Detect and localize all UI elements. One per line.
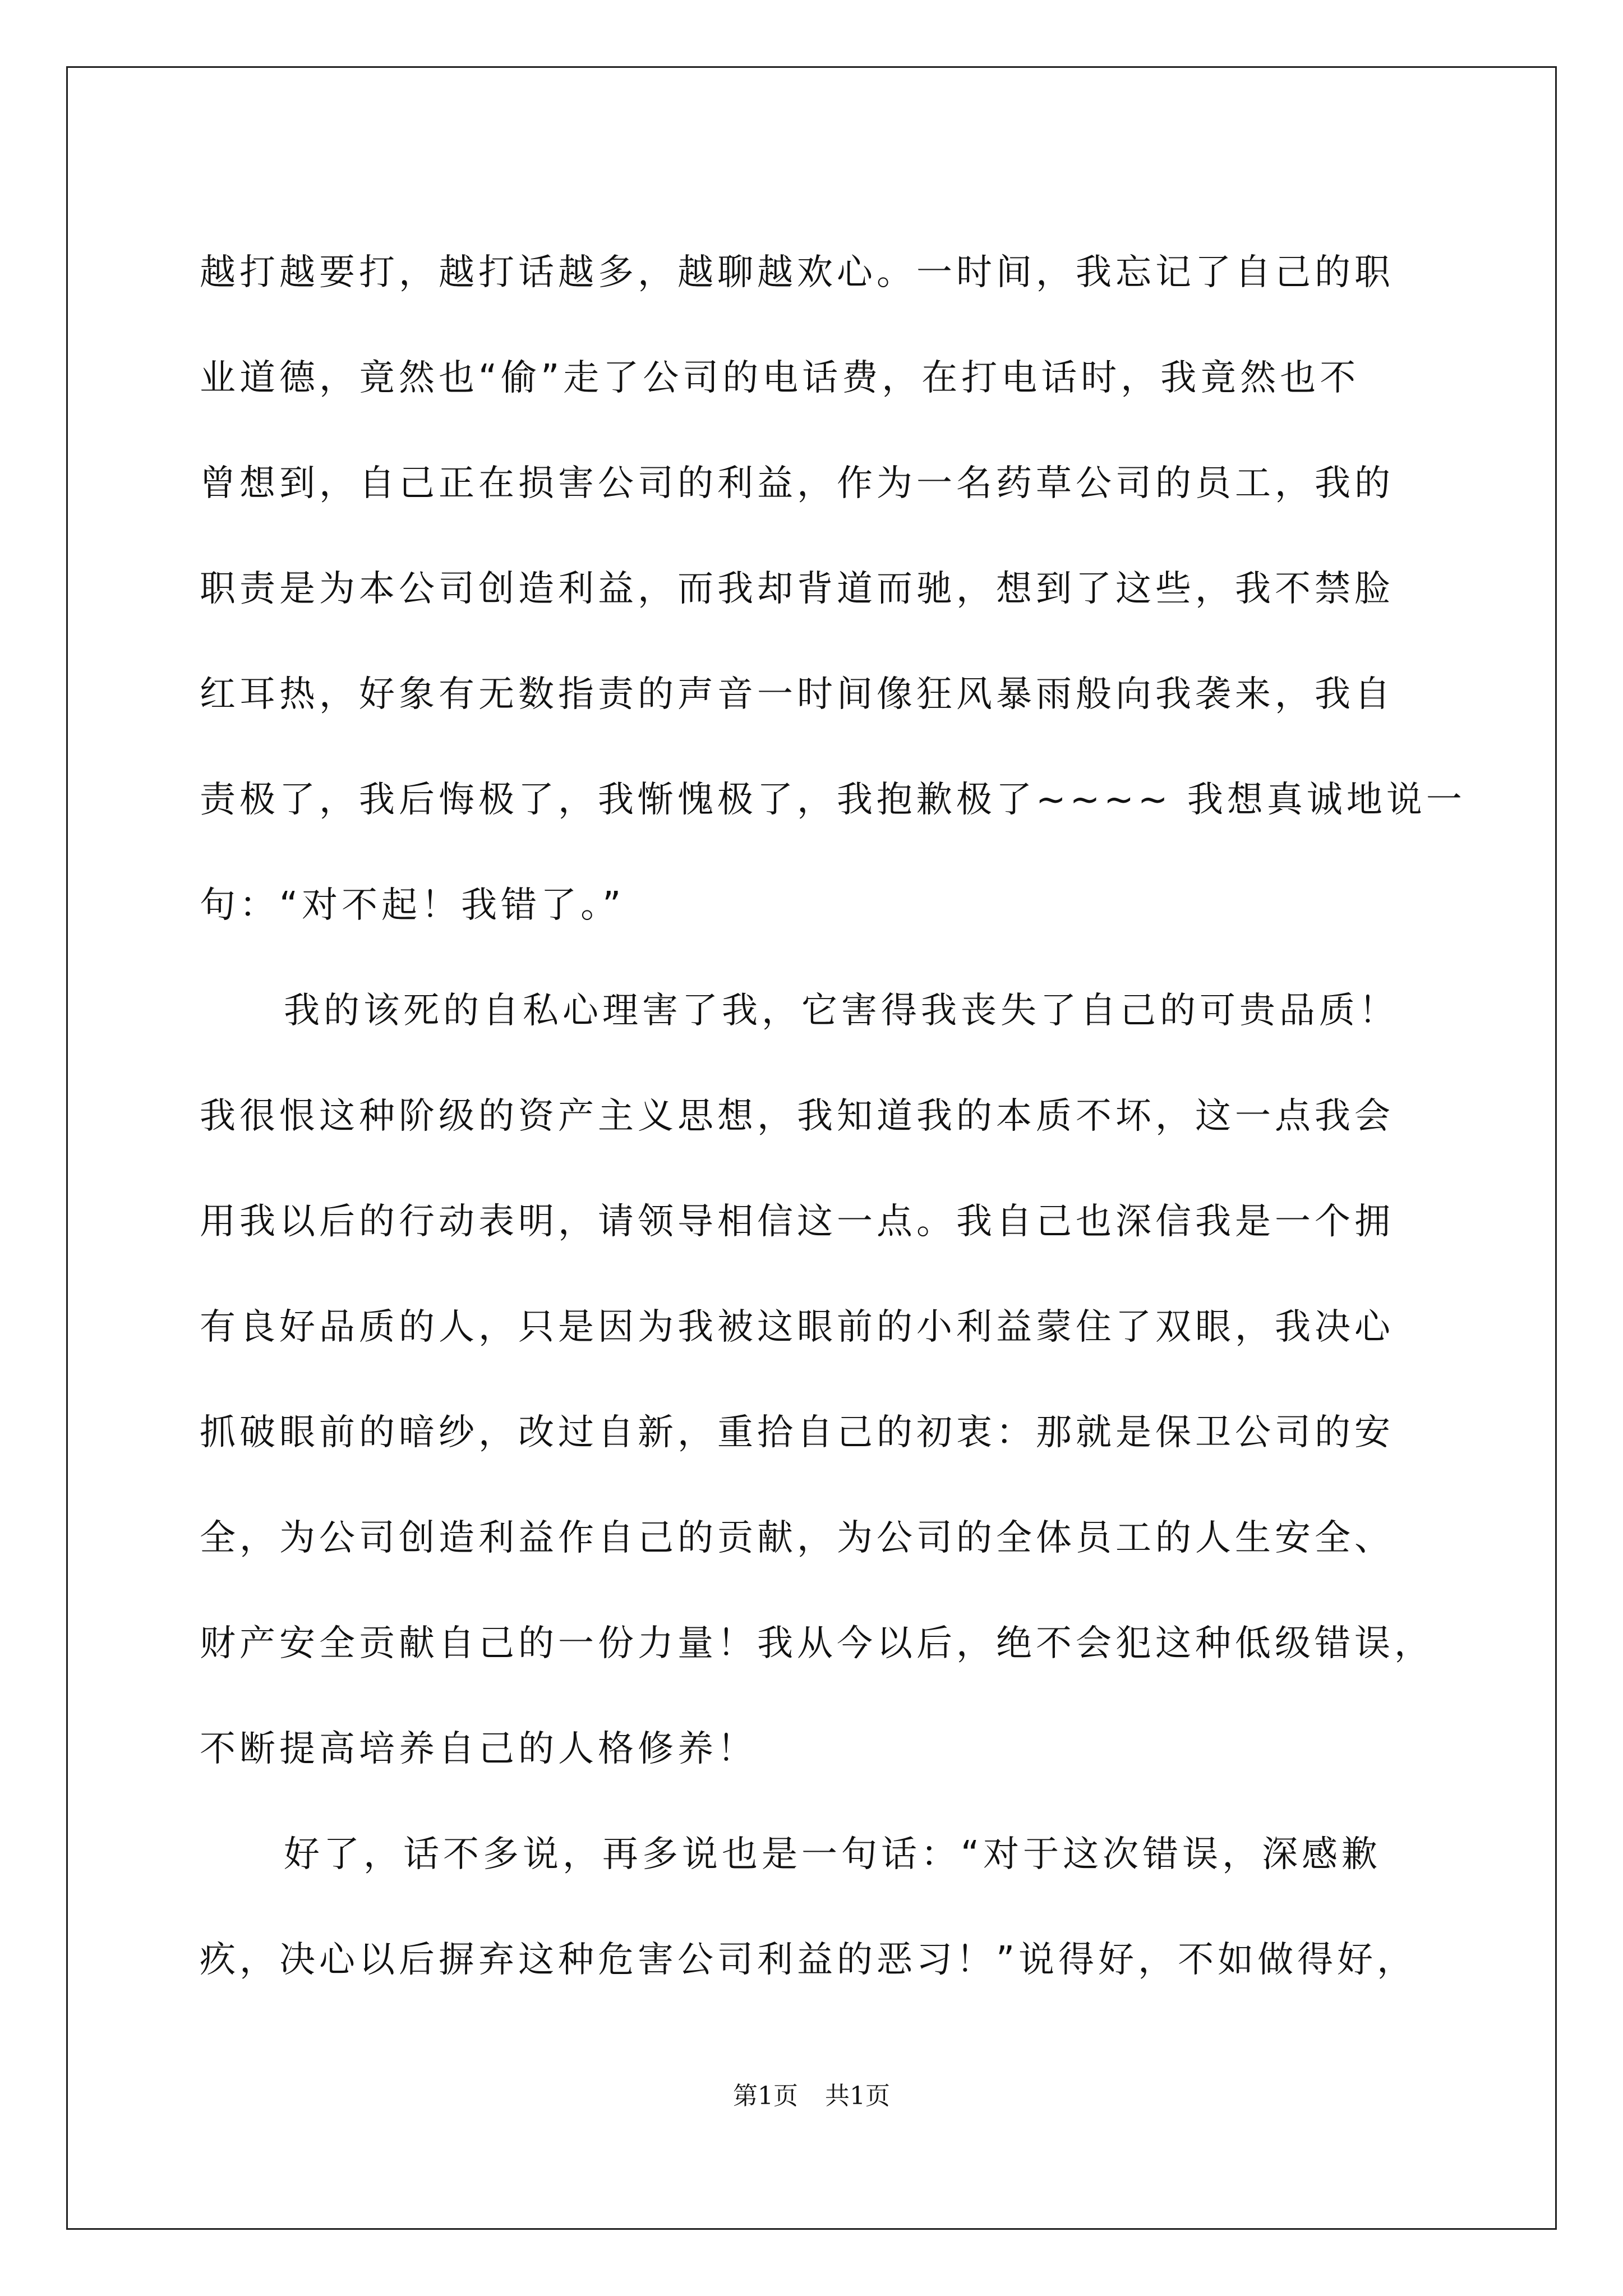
text-line-11: 有良好品质的人，只是因为我被这眼前的小利益蒙住了双眼，我决心 [200, 1306, 1394, 1348]
text-line-16: 好了，话不多说，再多说也是一句话：“对于这次错误，深感歉 [284, 1834, 1382, 1875]
text-line-6: 责极了，我后悔极了，我惭愧极了，我抱歉极了~~~~ 我想真诚地说一 [200, 779, 1466, 821]
text-line-5: 红耳热，好象有无数指责的声音一时间像狂风暴雨般向我袭来，我自 [200, 674, 1394, 715]
text-line-8: 我的该死的自私心理害了我，它害得我丧失了自己的可贵品质！ [284, 990, 1399, 1032]
text-line-15: 不断提高培养自己的人格修养！ [200, 1728, 757, 1770]
document-body [200, 220, 1466, 2013]
text-line-4: 职责是为本公司创造利益，而我却背道而驰，想到了这些，我不禁脸 [200, 568, 1394, 610]
text-line-13: 全，为公司创造利益作自己的贡献，为公司的全体员工的人生安全、 [200, 1517, 1394, 1559]
text-line-14: 财产安全贡献自己的一份力量！我从今以后，绝不会犯这种低级错误， [200, 1623, 1434, 1664]
text-line-10: 用我以后的行动表明，请领导相信这一点。我自己也深信我是一个拥 [200, 1201, 1394, 1243]
text-line-7: 句：“对不起！我错了。” [200, 885, 625, 926]
text-line-3: 曾想到，自己正在损害公司的利益，作为一名药草公司的员工，我的 [200, 463, 1394, 504]
text-line-1: 越打越要打，越打话越多，越聊越欢心。一时间，我忘记了自己的职 [200, 252, 1394, 293]
page-footer [0, 2076, 1623, 2111]
text-line-17: 疚，决心以后摒弃这种危害公司利益的恶习！”说得好，不如做得好， [200, 1939, 1417, 1981]
text-line-2: 业道德，竟然也“偷”走了公司的电话费，在打电话时，我竟然也不 [200, 357, 1360, 399]
page-number: 第1页 [733, 2082, 798, 2110]
text-line-12: 抓破眼前的暗纱，改过自新，重拾自己的初衷：那就是保卫公司的安 [200, 1412, 1394, 1453]
page-total: 共1页 [825, 2082, 890, 2110]
text-line-9: 我很恨这种阶级的资产主义思想，我知道我的本质不坏，这一点我会 [200, 1096, 1394, 1137]
